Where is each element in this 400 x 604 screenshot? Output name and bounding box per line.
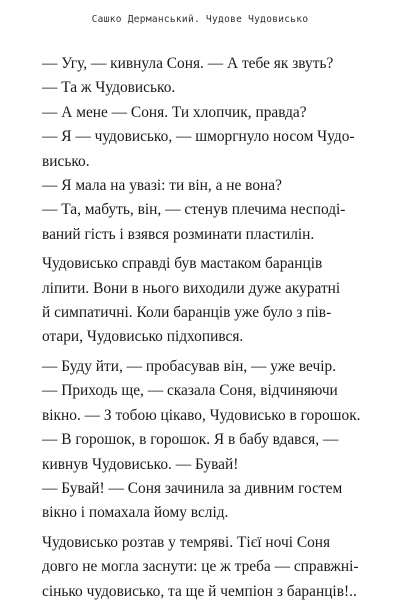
- text-line: Чудовисько розтав у темряві. Тієї ночі Соня: [42, 533, 331, 551]
- text-line: — В горошок, в горошок. Я в бабу вдався, —: [42, 431, 339, 449]
- text-line: — Буду йти, — пробасував він, — уже вечір.: [42, 357, 337, 375]
- text-line: вікно і помахала йому вслід.: [42, 504, 229, 522]
- text-line: довго не могла заснути: це ж треба — справжні-: [42, 558, 359, 576]
- page-text: [42, 52, 361, 604]
- text-line: ваний гість і взявся розминати пластилін.: [42, 225, 315, 243]
- text-line: — Я — чудовисько, — шморгнуло носом Чудо-: [42, 128, 355, 146]
- text-line: вікно. — З тобою цікаво, Чудовисько в горошок.: [42, 406, 361, 424]
- text-line: — А мене — Соня. Ти хлопчик, правда?: [42, 103, 307, 121]
- text-line: — Та ж Чудовисько.: [42, 79, 176, 97]
- text-line: ліпити. Вони в нього виходили дуже акуратні: [42, 279, 341, 297]
- running-header: Сашко Дерманський. Чудове Чудовисько: [91, 14, 309, 25]
- paragraph-2: [42, 76, 358, 100]
- text-line: висько.: [42, 152, 90, 170]
- text-line: — Угу, — кивнула Соня. — А тебе як звуть?: [42, 55, 334, 72]
- paragraph-6: [42, 198, 358, 247]
- paragraph-1: [42, 52, 358, 76]
- paragraph-4: [42, 125, 358, 174]
- text-line: — Я мала на увазі: ти він, а не вона?: [42, 177, 282, 195]
- text-line: — Приходь ще, — сказала Соня, відчиняючи: [42, 382, 338, 400]
- text-line: — Бувай! — Соня зачинила за дивним гостем: [42, 479, 343, 497]
- paragraph-10: [42, 428, 358, 477]
- paragraph-5: [42, 174, 358, 198]
- paragraph-8: [42, 355, 358, 379]
- text-line: кивнув Чудовисько. — Бувай!: [42, 455, 239, 473]
- text-line: сінько чудовисько, та ще й чемпіон з баранців!..: [42, 582, 357, 600]
- text-line: отари, Чудовисько підхопився.: [42, 328, 244, 346]
- text-line: й симпатичні. Коли баранців уже було з пів-: [42, 304, 332, 322]
- paragraph-12: [42, 531, 358, 604]
- paragraph-11: [42, 477, 358, 526]
- text-line: — Та, мабуть, він, — стенув плечима несподі-: [42, 201, 346, 219]
- paragraph-9: [42, 379, 361, 428]
- text-line: Чудовисько справді був мастаком баранців: [42, 255, 323, 273]
- paragraph-7: [42, 252, 358, 350]
- paragraph-3: [42, 101, 358, 125]
